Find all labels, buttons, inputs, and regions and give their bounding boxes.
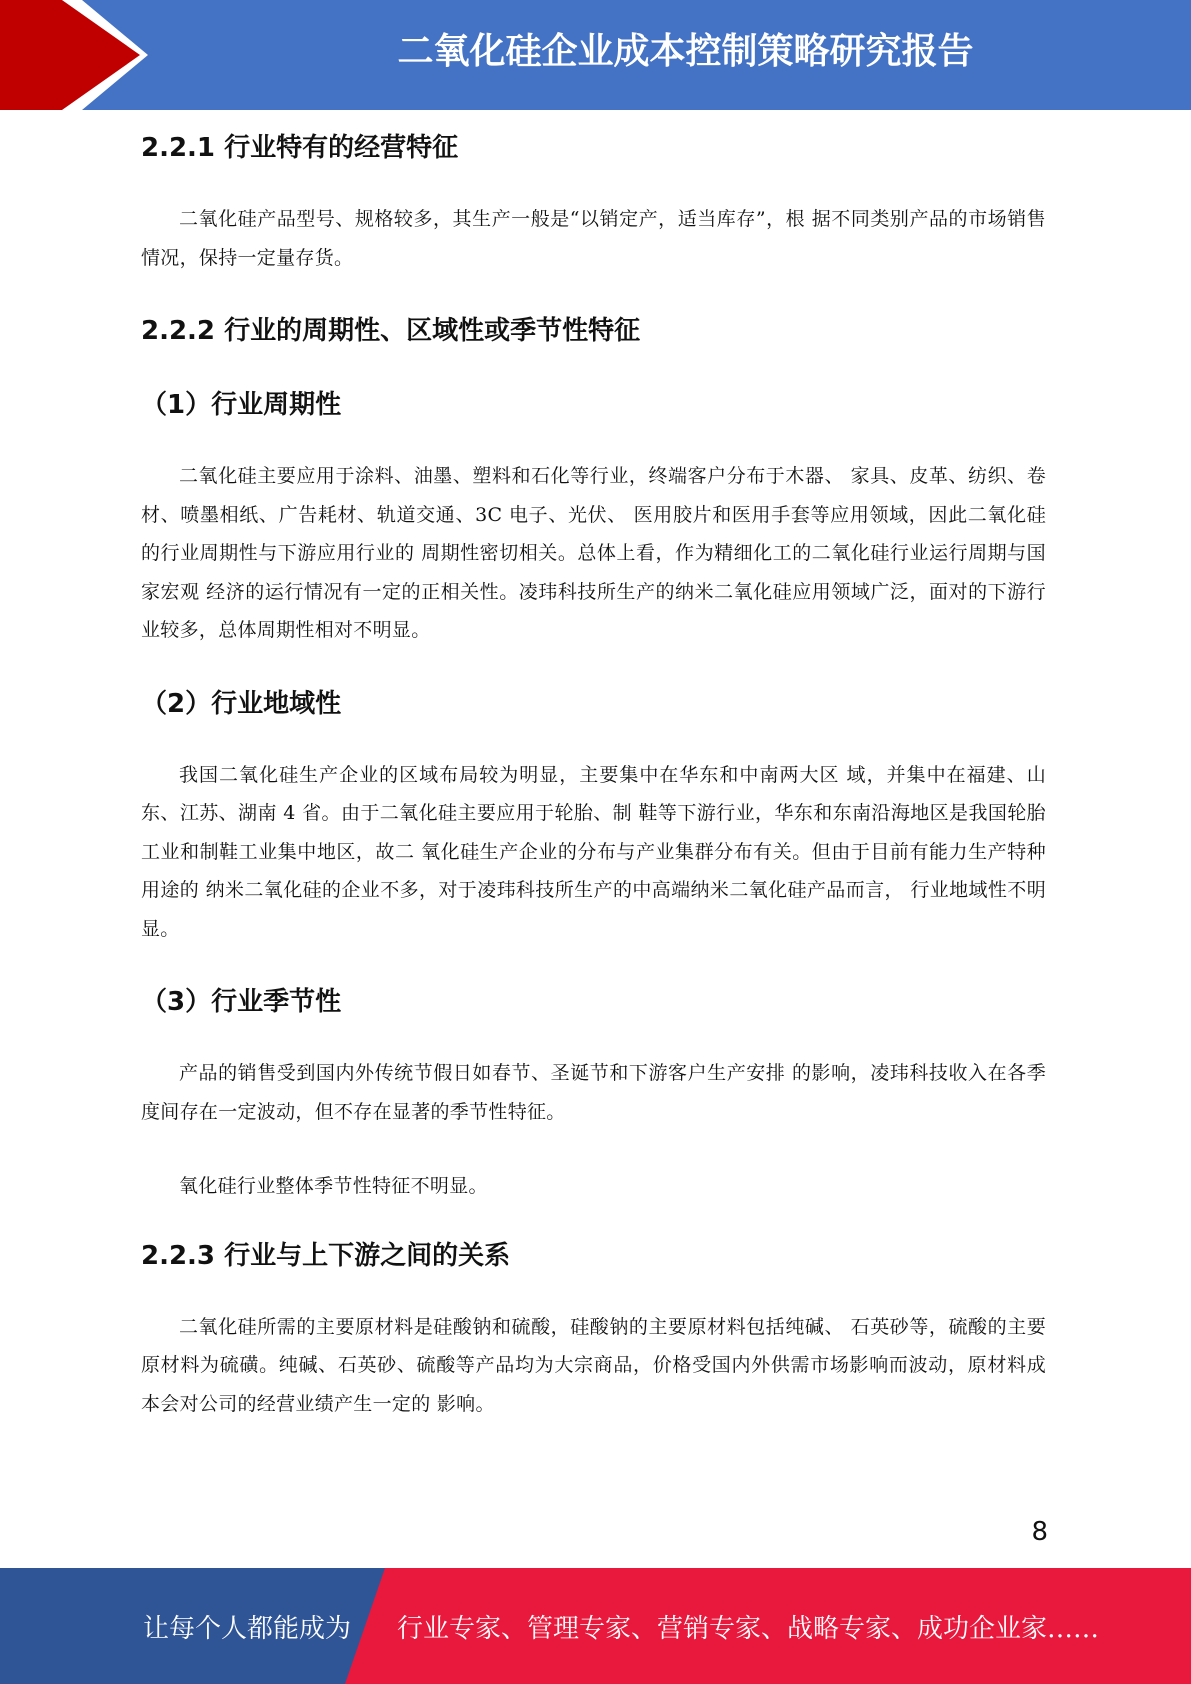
footer-slogan-right: 行业专家、管理专家、营销专家、战略专家、成功企业家…… [397, 1614, 1100, 1644]
page-content [141, 118, 1046, 1423]
subsection-heading: （2）行业地域性 [141, 688, 342, 719]
subsection-heading: （1）行业周期性 [141, 390, 342, 420]
paragraph: 二氧化硅所需的主要原材料是硅酸钠和硫酸，硅酸钠的主要原材料包括纯碱、 石英砂等，硫酸的主要原材料为硫磺。纯碱、石英砂、硫酸等产品均为大宗商品，价格受国内外供需市场影响而波动，原材料成本会对公司的经营业绩产生一定的 影响。 [141, 1315, 1046, 1415]
subsection-heading: （3）行业季节性 [141, 987, 342, 1017]
page-header [0, 0, 1191, 110]
paragraph: 二氧化硅产品型号、规格较多，其生产一般是“以销定产，适当库存”，根 据不同类别产品的市场销售情况，保持一定量存货。 [141, 208, 1046, 269]
paragraph: 产品的销售受到国内外传统节假日如春节、圣诞节和下游客户生产安排 的影响，凌玮科技收入在各季度间存在一定波动，但不存在显著的季节性特征。 [141, 1062, 1046, 1123]
page-number: 8 [1031, 1517, 1048, 1547]
footer-slogan-left: 让每个人都能成为 [143, 1614, 352, 1644]
section-heading: 2.2.2 行业的周期性、区域性或季节性特征 [141, 316, 641, 346]
section-heading: 2.2.1 行业特有的经营特征 [141, 133, 459, 163]
report-title: 二氧化硅企业成本控制策略研究报告 [397, 31, 974, 72]
page-footer [0, 1568, 1191, 1684]
paragraph: 氧化硅行业整体季节性特征不明显。 [179, 1175, 488, 1197]
section-heading: 2.2.3 行业与上下游之间的关系 [141, 1240, 511, 1271]
paragraph: 二氧化硅主要应用于涂料、油墨、塑料和石化等行业，终端客户分布于木器、 家具、皮革、纺织、卷材、喷墨相纸、广告耗材、轨道交通、3C 电子、光伏、 医用胶片和医用手套等应用领域，因此二氧化硅的行业周期性与下游应用行业的 周期性密切相关。总体上看，作为精细化工的二氧化硅行业运行周期与国家宏观 经济的运行情况有一定的正相关性。凌玮科技所生产的纳米二氧化硅应用领域广泛，面对的下游行业较多，总体周期性相对不明显。 [141, 465, 1046, 641]
paragraph: 我国二氧化硅生产企业的区域布局较为明显，主要集中在华东和中南两大区 域，并集中在福建、山东、江苏、湖南 4 省。由于二氧化硅主要应用于轮胎、制 鞋等下游行业，华东和东南沿海地区是我国轮胎工业和制鞋工业集中地区，故二 氧化硅生产企业的分布与产业集群分布有关。但由于目前有能力生产特种用途的 纳米二氧化硅的企业不多，对于凌玮科技所生产的中高端纳米二氧化硅产品而言， 行业地域性不明显。 [141, 763, 1046, 940]
